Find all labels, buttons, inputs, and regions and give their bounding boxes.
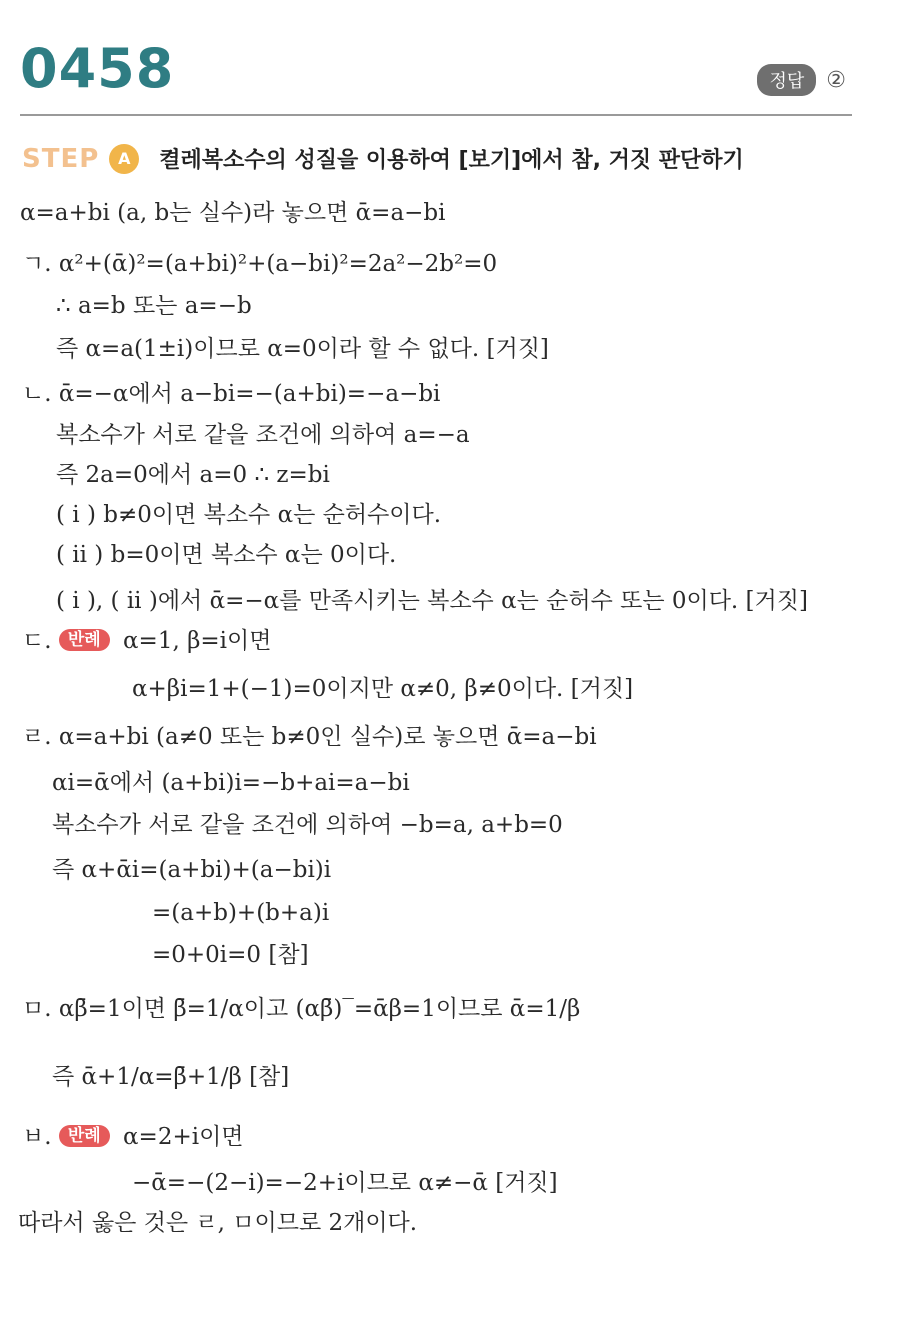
solution-line: ( i ) b≠0이면 복소수 α는 순허수이다. bbox=[56, 502, 442, 528]
counterexample-badge: 반례 bbox=[59, 629, 110, 651]
solution-line: 즉 2a=0에서 a=0 ∴ z=bi bbox=[56, 462, 330, 488]
step-label: STEP bbox=[22, 143, 100, 174]
solution-line: αi=ᾱ에서 (a+bi)i=−b+ai=a−bi bbox=[52, 770, 410, 796]
step-heading bbox=[22, 143, 744, 174]
conclusion-line: 따라서 옳은 것은 ㄹ, ㅁ이므로 2개이다. bbox=[18, 1210, 418, 1236]
solution-line: =(a+b)+(b+a)i bbox=[152, 900, 330, 926]
solution-line bbox=[22, 1124, 244, 1152]
solution-text: α=1, β=i이면 bbox=[123, 628, 272, 654]
solution-line: α+βi=1+(−1)=0이지만 α≠0, β≠0이다. [거짓] bbox=[132, 676, 634, 702]
solution-line: 즉 α=a(1±i)이므로 α=0이라 할 수 없다. [거짓] bbox=[56, 336, 549, 362]
solution-line: =0+0i=0 [참] bbox=[152, 942, 309, 968]
problem-number: 0458 bbox=[20, 37, 175, 100]
solution-line: α=a+bi (a, b는 실수)라 놓으면 ᾱ=a−bi bbox=[20, 200, 446, 226]
answer-value: ② bbox=[826, 67, 846, 93]
solution-line: ㄱ. α²+(ᾱ)²=(a+bi)²+(a−bi)²=2a²−2b²=0 bbox=[22, 251, 498, 277]
solution-line: 즉 ᾱ+1/α=β̄+1/β [참] bbox=[52, 1064, 290, 1090]
counterexample-badge: 반례 bbox=[59, 1125, 110, 1147]
solution-line: ㅁ. αβ̄=1이면 β̄=1/α이고 (αβ̄)‾=ᾱβ=1이므로 ᾱ=1/β bbox=[22, 996, 581, 1022]
step-title: 켤레복소수의 성질을 이용하여 [보기]에서 참, 거짓 판단하기 bbox=[159, 148, 744, 173]
solution-line: ( i ), ( ii )에서 ᾱ=−α를 만족시키는 복소수 α는 순허수 또는 0이다. [거짓] bbox=[56, 588, 808, 614]
solution-line: ㄹ. α=a+bi (a≠0 또는 b≠0인 실수)로 놓으면 ᾱ=a−bi bbox=[22, 724, 597, 750]
solution-line: 즉 α+ᾱi=(a+bi)+(a−bi)i bbox=[52, 857, 332, 883]
solution-line bbox=[22, 628, 271, 656]
answer-badge: 정답 bbox=[757, 64, 816, 96]
solution-line: 복소수가 서로 같을 조건에 의하여 −b=a, a+b=0 bbox=[52, 812, 563, 838]
answer bbox=[757, 64, 846, 96]
header-divider bbox=[20, 114, 852, 116]
item-prefix: ㄷ. bbox=[22, 628, 52, 654]
item-prefix: ㅂ. bbox=[22, 1124, 52, 1150]
solution-line: ( ii ) b=0이면 복소수 α는 0이다. bbox=[56, 542, 397, 568]
solution-line: ㄴ. ᾱ=−α에서 a−bi=−(a+bi)=−a−bi bbox=[22, 381, 441, 407]
solution-text: α=2+i이면 bbox=[123, 1124, 244, 1150]
solution-line: 복소수가 서로 같을 조건에 의하여 a=−a bbox=[56, 422, 470, 448]
solution-line: −ᾱ=−(2−i)=−2+i이므로 α≠−ᾱ [거짓] bbox=[132, 1170, 558, 1196]
solution-line: ∴ a=b 또는 a=−b bbox=[56, 293, 252, 319]
step-badge: A bbox=[109, 144, 139, 174]
